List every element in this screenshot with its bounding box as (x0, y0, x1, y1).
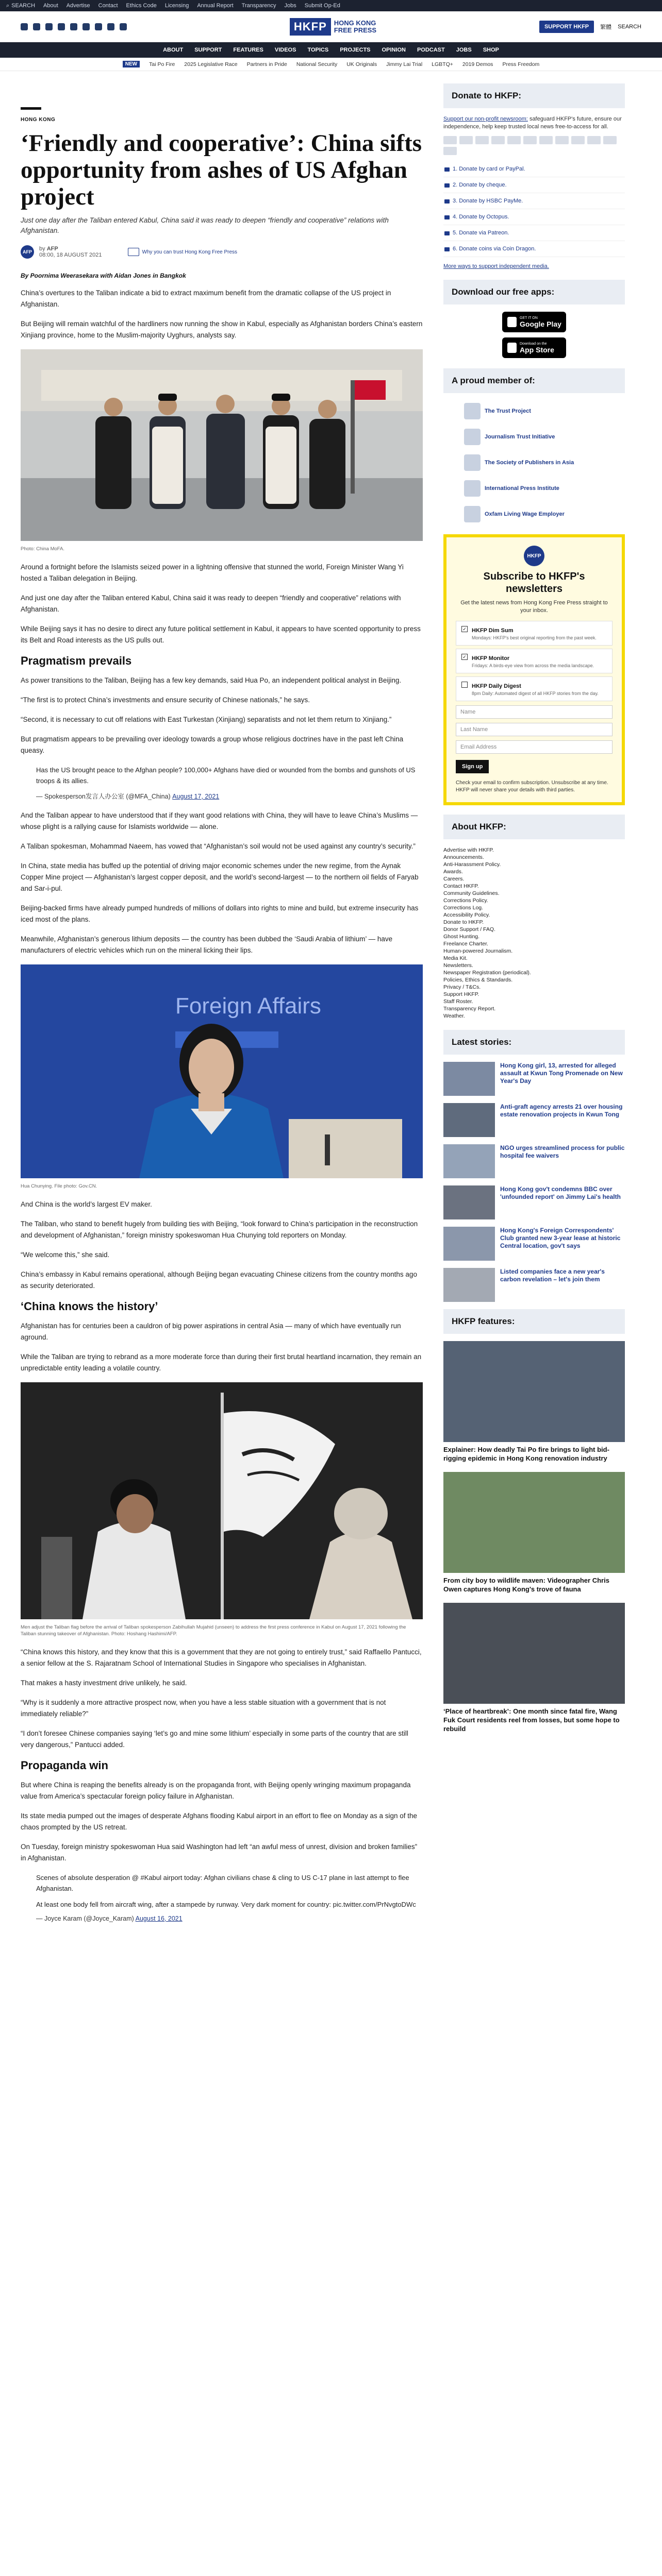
byline (21, 245, 423, 259)
story-thumbnail[interactable] (443, 1062, 495, 1096)
sopa-logo (464, 454, 481, 471)
paragraph: “I don’t foresee Chinese companies saying ‘let’s go and mine some lithium’ especially in some parts of the country that are still very dangerous,” Pantucci added. (21, 1730, 408, 1749)
member-trust-project[interactable]: The Trust Project (464, 400, 625, 422)
trending-link[interactable]: LGBTQ+ (432, 61, 453, 67)
masthead-actions (539, 21, 641, 33)
checkbox[interactable]: ✓ (461, 626, 468, 632)
top-link-about[interactable]: About (43, 3, 58, 9)
paragraph: “Second, it is necessary to cut off relations with East Turkestan (Xinjiang) separatists and not let them return to Xinjiang.” (21, 716, 392, 723)
story-title[interactable]: Hong Kong gov't condemns BBC over 'unfounded report' on Jimmy Lai's health (500, 1185, 621, 1200)
card-icon (523, 136, 537, 144)
paragraph: But Beijing will remain watchful of the hardliners now running the show in Kabul, especially as Afghanistan borders China’s eastern Xinjiang province, home to the Muslim-majority Uyghurs, analysts say. (21, 320, 423, 339)
article-category[interactable]: HONG KONG (21, 117, 56, 123)
name-field[interactable]: Name (456, 705, 613, 719)
latest-stories (443, 1062, 625, 1302)
youtube-icon[interactable] (82, 23, 90, 30)
donate-options (443, 161, 625, 257)
member-oxfam[interactable]: Oxfam Living Wage Employer (464, 503, 625, 525)
about-link[interactable]: Ghost Hunting. (443, 934, 480, 940)
latest-heading: Latest stories: (443, 1030, 625, 1055)
card-icon (539, 136, 553, 144)
newsletter-logo: HKFP (524, 546, 544, 566)
app-store-button[interactable]: Download on the App Store (502, 337, 566, 358)
trust-icon (128, 248, 139, 256)
facebook-icon[interactable] (21, 23, 28, 30)
feature-story[interactable] (443, 1472, 625, 1594)
google-play-icon (507, 317, 517, 327)
feature-title[interactable]: ‘Place of heartbreak’: One month since fatal fire, Wang Fuk Court residents reel from losses, but some hope to rebuild (443, 1707, 620, 1733)
newsletter-option[interactable]: ✓ HKFP Dim Sum Mondays: HKFP's best original reporting from the past week. (456, 621, 613, 646)
paragraph: As power transitions to the Taliban, Beijing has a few key demands, said Hua Po, an independent political analyst in Beijing. (21, 676, 402, 684)
top-link-annual-report[interactable]: Annual Report (197, 3, 234, 9)
top-link-submit[interactable]: Submit Op-Ed (304, 3, 340, 9)
features-heading: HKFP features: (443, 1309, 625, 1334)
checkbox[interactable] (461, 682, 468, 688)
about-link[interactable]: Donate to HKFP. (443, 919, 484, 925)
feature-thumbnail[interactable] (443, 1341, 625, 1442)
story-title[interactable]: Anti-graft agency arrests 21 over housing estate renovation projects in Kwun Tong (500, 1103, 623, 1118)
newsletter-subtitle: Get the latest news from Hong Kong Free Press straight to your inbox. (460, 600, 608, 614)
new-badge: NEW (123, 61, 140, 67)
section-heading: ‘China knows the history’ (21, 1300, 158, 1313)
apple-icon (507, 343, 517, 353)
oxfam-logo (464, 506, 481, 522)
paragraph: “China knows this history, and they know that this is a government that they are not going to entirely trust,” said Raffaello Pantucci, a senior fellow at the S. Rajaratnam School of International Studies in Singapore who specialises in Afghanistan. (21, 1648, 422, 1667)
nav-shop[interactable]: SHOP (483, 47, 499, 53)
about-link[interactable]: Privacy / T&Cs. (443, 984, 481, 990)
donate-option[interactable]: 6. Donate coins via Coin Dragon. (443, 241, 625, 257)
paragraph: “Why is it suddenly a more attractive prospect now, when you have a less stable situation with a government that is not immediately reliable?” (21, 1699, 386, 1718)
threads-icon[interactable] (58, 23, 65, 30)
page-body (0, 71, 662, 1931)
masthead (0, 11, 662, 42)
about-link[interactable]: Support HKFP. (443, 991, 479, 997)
card-icon (587, 136, 601, 144)
nav-about[interactable]: ABOUT (163, 47, 184, 53)
story-thumbnail[interactable] (443, 1185, 495, 1219)
card-icon (571, 136, 585, 144)
payment-icons (443, 136, 625, 155)
paragraph: While the Taliban are trying to rebrand as a more moderate force than during their first brutal heartland incarnation, they remain an unpredictable entity leading a volatile country. (21, 1353, 422, 1372)
donate-option[interactable]: 4. Donate by Octopus. (443, 209, 625, 225)
article-body (21, 287, 423, 1922)
masthead-search[interactable]: SEARCH (618, 23, 641, 30)
about-link[interactable]: Policies, Ethics & Standards. (443, 977, 513, 983)
top-search[interactable]: ⌕ SEARCH (6, 2, 36, 9)
feature-title[interactable]: From city boy to wildlife maven: Videographer Chris Owen captures Hong Kong's trove of fauna (443, 1577, 609, 1593)
about-link[interactable]: Accessibility Policy. (443, 912, 490, 918)
standfirst: Just one day after the Taliban entered Kabul, China said it was ready to deepen “friendly and cooperative” relations with Afghanistan. (21, 216, 389, 234)
social-links (21, 23, 127, 30)
nav-projects[interactable]: PROJECTS (340, 47, 371, 53)
nav-podcast[interactable]: PODCAST (417, 47, 445, 53)
paragraph: China’s embassy in Kabul remains operational, although Beijing began evacuating Chinese citizens from the country months ago as security deteriorated. (21, 1270, 417, 1290)
google-play-button[interactable]: GET IT ON Google Play (502, 312, 566, 332)
support-hkfp-button[interactable]: SUPPORT HKFP (539, 21, 594, 33)
card-icon (443, 136, 457, 144)
paragraph: And China is the world’s largest EV maker. (21, 1200, 152, 1208)
paragraph: That makes a hasty investment drive unlikely, he said. (21, 1679, 187, 1687)
feature-thumbnail[interactable] (443, 1603, 625, 1704)
logo-mark: HKFP (290, 18, 331, 36)
about-link[interactable]: Transparency Report. (443, 1006, 496, 1012)
latest-story[interactable] (443, 1144, 625, 1178)
newsletter-option[interactable]: ✓ HKFP Monitor Fridays: A birds-eye view from across the media landscape. (456, 649, 613, 673)
newsletter-note: Check your email to confirm subscription. Unsubscribe at any time. HKFP will never share your details with third parties. (456, 780, 608, 793)
paragraph: But where China is reaping the benefits already is on the propaganda front, with Beijing openly wringing maximum propaganda value from America’s spectacular foreign policy failure in Afghanistan. (21, 1781, 411, 1800)
feature-story[interactable] (443, 1603, 625, 1733)
svg-text:Foreign Affairs: Foreign Affairs (175, 993, 321, 1019)
paragraph: But pragmatism appears to be prevailing over ideology towards a group whose religious doctrines have in the past left China queasy. (21, 735, 404, 754)
nav-support[interactable]: SUPPORT (194, 47, 222, 53)
paragraph: The Taliban, who stand to benefit hugely from building ties with Beijing, “look forward to China’s participation in the reconstruction and development of Afghanistan,” foreign ministry spokeswoman Hua Chunying told reporters on Monday. (21, 1220, 418, 1239)
sidebar (443, 71, 625, 1931)
about-heading: About HKFP: (443, 815, 625, 839)
story-thumbnail[interactable] (443, 1268, 495, 1302)
newsletter-title: Subscribe to HKFP's newsletters (483, 571, 585, 595)
publish-date: 08:00, 18 AUGUST 2021 (39, 252, 102, 258)
section-heading: Propaganda win (21, 1759, 108, 1772)
author-avatar[interactable]: AFP (21, 245, 34, 259)
top-link-transparency[interactable]: Transparency (241, 3, 276, 9)
about-link[interactable]: Weather. (443, 1013, 465, 1019)
nav-jobs[interactable]: JOBS (456, 47, 472, 53)
top-link-licensing[interactable]: Licensing (164, 3, 189, 9)
main-nav (0, 42, 662, 58)
trending-link[interactable]: Tai Po Fire (149, 61, 175, 67)
nav-opinion[interactable]: OPINION (382, 47, 406, 53)
paragraph: And just one day after the Taliban entered Kabul, China said it was ready to deepen “friendly and cooperative” relations with Afghanistan. (21, 594, 401, 613)
card-icon (555, 136, 569, 144)
story-title[interactable]: Hong Kong's Foreign Correspondents' Club granted new 3-year lease at historic Central location, gov't says (500, 1227, 621, 1249)
paragraph: Around a fortnight before the Islamists seized power in a lightning offensive that stunned the world, Foreign Minister Wang Yi hosted a Taliban delegation in Beijing. (21, 563, 404, 582)
paragraph: Meanwhile, Afghanistan’s generous lithium deposits — the country has been dubbed the ‘Saudi Arabia of lithium’ — have manufacturers of electric vehicles which run on the mineral licking their lips. (21, 935, 393, 954)
trending-link[interactable]: 2025 Legislative Race (184, 61, 238, 67)
about-links (443, 846, 625, 1020)
donate-option[interactable]: 3. Donate by HSBC PayMe. (443, 193, 625, 209)
trending-link[interactable]: Jimmy Lai Trial (386, 61, 423, 67)
linkedin-icon[interactable] (95, 23, 102, 30)
byline-agency[interactable]: AFP (46, 246, 58, 252)
trending-link[interactable]: UK Originals (346, 61, 377, 67)
apps-heading: Download our free apps: (443, 280, 625, 304)
story-thumbnail[interactable] (443, 1103, 495, 1137)
latest-story[interactable] (443, 1185, 625, 1219)
latest-story[interactable] (443, 1268, 625, 1302)
about-link[interactable]: Human-powered Journalism. (443, 948, 513, 954)
trending-link[interactable]: Partners in Pride (246, 61, 287, 67)
authors-line: By Poornima Weerasekara with Aidan Jones in Bangkok (21, 272, 186, 279)
embedded-tweet (30, 1872, 423, 1922)
top-link-contact[interactable]: Contact (98, 3, 118, 9)
card-icon (603, 136, 617, 144)
instagram-icon[interactable] (45, 23, 53, 30)
donate-option[interactable]: 1. Donate by card or PayPal. (443, 161, 625, 177)
card-icon (507, 136, 521, 144)
tweet-date-link[interactable]: August 16, 2021 (135, 1915, 183, 1922)
more-ways-link[interactable]: More ways to support independent media. (443, 263, 549, 269)
paragraph: China’s overtures to the Taliban indicate a bid to extract maximum benefit from the dramatic collapse of the US project in Afghanistan. (21, 289, 391, 308)
top-link-advertise[interactable]: Advertise (66, 3, 90, 9)
card-icon (475, 136, 489, 144)
story-title[interactable]: Hong Kong girl, 13, arrested for alleged assault at Kwun Tong Promenade on New Year's Day (500, 1062, 623, 1084)
about-link[interactable]: Careers. (443, 876, 465, 882)
section-heading: Pragmatism prevails (21, 654, 132, 667)
member-ipi[interactable]: International Press Institute (464, 478, 625, 499)
about-link[interactable]: Awards. (443, 869, 463, 875)
site-logo[interactable] (290, 18, 376, 36)
paragraph: Its state media pumped out the images of desperate Afghans flooding Kabul airport in an effort to flee on Monday as a sign of the chaos prompted by the US retreat. (21, 1812, 417, 1831)
tweet-text: At least one body fell from aircraft wing, after a stampede by runway. Very dark moment for country: pic.twitter.com/PrNvgtoDWc (36, 1901, 416, 1908)
member-sopa[interactable]: The Society of Publishers in Asia (464, 452, 625, 473)
checkbox[interactable]: ✓ (461, 654, 468, 660)
top-link-ethics[interactable]: Ethics Code (126, 3, 157, 9)
about-link[interactable]: Contact HKFP. (443, 883, 479, 889)
nav-topics[interactable]: TOPICS (307, 47, 329, 53)
tweet-cite: — Joyce Karam (@Joyce_Karam) August 16, 2021 (36, 1915, 183, 1922)
donate-option[interactable]: 2. Donate by cheque. (443, 177, 625, 193)
story-thumbnail[interactable] (443, 1144, 495, 1178)
nav-videos[interactable]: VIDEOS (274, 47, 296, 53)
article (21, 71, 423, 1931)
paragraph: “The first is to protect China’s investments and ensure security of Chinese nationals,” he says. (21, 696, 310, 704)
trending-link[interactable]: National Security (296, 61, 338, 67)
signup-button[interactable]: Sign up (456, 760, 489, 773)
paragraph: Beijing-backed firms have already pumped hundreds of millions of dollars into rights to mine and build, but extreme insecurity has iced most of the plans. (21, 904, 419, 923)
email-field[interactable]: Email Address (456, 740, 613, 754)
top-utility-bar (0, 0, 662, 11)
member-jti[interactable]: Journalism Trust Initiative (464, 426, 625, 448)
email-icon[interactable] (107, 23, 114, 30)
latest-story[interactable] (443, 1103, 625, 1137)
rss-icon[interactable] (120, 23, 127, 30)
category-rule (21, 107, 41, 110)
member-heading: A proud member of: (443, 368, 625, 393)
about-link[interactable]: Community Guidelines. (443, 890, 500, 896)
feature-thumbnail[interactable] (443, 1472, 625, 1573)
paragraph: Afghanistan has for centuries been a cauldron of big power aspirations in central Asia — many of which have eventually run aground. (21, 1322, 401, 1341)
trust-link[interactable]: Why you can trust Hong Kong Free Press (128, 248, 238, 256)
photo-caption: Hua Chunying. File photo: Gov.CN. (21, 1183, 97, 1189)
x-icon[interactable] (33, 23, 40, 30)
last-name-field[interactable]: Last Name (456, 723, 613, 736)
tweet-text: Has the US brought peace to the Afghan people? 100,000+ Afghans have died or wounded from the bombs and gunshots of US troops & its allies. (36, 766, 416, 785)
about-link[interactable]: Corrections Log. (443, 905, 484, 911)
story-thumbnail[interactable] (443, 1227, 495, 1261)
card-icon (459, 136, 473, 144)
trust-project-logo (464, 403, 481, 419)
paragraph: In China, state media has buffed up the potential of driving major economic schemes under the new regime, from the Aynak Copper Mine project — Afghanistan’s largest copper deposit, and the world’s second-largest — to the northern oil fields of Faryab and Sar-i-pul. (21, 862, 419, 892)
logo-name: HONG KONG FREE PRESS (334, 19, 377, 34)
paragraph: On Tuesday, foreign ministry spokeswoman Hua said Washington had left “an awful mess of unrest, division and broken families” in Afghanistan. (21, 1843, 418, 1862)
about-link[interactable]: Staff Roster. (443, 998, 473, 1005)
about-link[interactable]: Advertise with HKFP. (443, 847, 494, 853)
jti-logo (464, 429, 481, 445)
feature-stories (443, 1341, 625, 1733)
card-icon (443, 147, 457, 155)
about-link[interactable]: Media Kit. (443, 955, 468, 961)
story-title[interactable]: Listed companies face a new year's carbon revelation – let's join them (500, 1268, 605, 1283)
nav-features[interactable]: FEATURES (233, 47, 263, 53)
about-link[interactable]: Freelance Charter. (443, 941, 488, 947)
byline-meta: by AFP 08:00, 18 AUGUST 2021 (39, 246, 102, 258)
about-link[interactable]: Corrections Policy. (443, 897, 488, 904)
donate-heading: Donate to HKFP: (443, 83, 625, 108)
feature-story[interactable] (443, 1341, 625, 1463)
embedded-tweet (30, 765, 423, 801)
language-toggle[interactable]: 繁體 (600, 24, 612, 30)
telegram-icon[interactable] (70, 23, 77, 30)
newsletter-box (443, 534, 625, 805)
ipi-logo (464, 480, 481, 497)
about-link[interactable]: Newspaper Registration (periodical). (443, 970, 531, 976)
paragraph: A Taliban spokesman, Mohammad Naeem, has vowed that “Afghanistan’s soil would not be used against any country’s security.” (21, 842, 416, 850)
top-link-jobs[interactable]: Jobs (284, 3, 296, 9)
photo-caption: Men adjust the Taliban flag before the arrival of Taliban spokesperson Zabihullah Mujahid (unseen) to address the first press conference in Kabul on August 17, 2021 following the Taliban stunning takeover of Afghanistan. Photo: Hoshang Hashimi/AFP. (21, 1624, 406, 1637)
paragraph: “We welcome this,” she said. (21, 1251, 110, 1259)
tweet-date-link[interactable]: August 17, 2021 (172, 793, 220, 800)
card-icon (491, 136, 505, 144)
photo-caption: Photo: China MoFA. (21, 546, 65, 552)
about-link[interactable]: Newsletters. (443, 962, 473, 969)
latest-story[interactable] (443, 1227, 625, 1261)
about-link[interactable]: Donor Support / FAQ. (443, 926, 495, 933)
tweet-cite: — Spokesperson发言人办公室 (@MFA_China) August 17, 2021 (36, 793, 220, 800)
donate-option[interactable]: 5. Donate via Patreon. (443, 225, 625, 241)
feature-title[interactable]: Explainer: How deadly Tai Po fire brings to light bid-rigging epidemic in Hong Kong renovation industry (443, 1446, 609, 1462)
tweet-text: Scenes of absolute desperation @ #Kabul airport today: Afghan civilians chase & cling to US C-17 plane in last attempt to flee Afghanistan. (36, 1874, 409, 1892)
paragraph: And the Taliban appear to have understood that if they want good relations with China, they will have to leave China’s Muslims — whose plight is a rallying cause for Islamists worldwide — alone. (21, 811, 418, 831)
search-icon: ⌕ (6, 2, 10, 9)
article-photo-hua-chunying (21, 964, 423, 1178)
article-title: ‘Friendly and cooperative’: China sifts opportunity from ashes of US Afghan project (21, 130, 422, 210)
trending-link[interactable]: Press Freedom (502, 61, 540, 67)
paragraph: While Beijing says it has no desire to direct any future political settlement in Kabul, it appears to have scented opportunity to press its Belt and Road interests as the US pulls out. (21, 625, 421, 644)
donate-text: Support our non-profit newsroom: safeguard HKFP's future, ensure our independence, help keep trusted local news free-to-access for all. (443, 116, 622, 130)
story-title[interactable]: NGO urges streamlined process for public hospital fee waivers (500, 1144, 625, 1159)
donate-link[interactable]: Support our non-profit newsroom: (443, 116, 528, 122)
about-link[interactable]: Announcements. (443, 854, 484, 860)
trending-nav (0, 58, 662, 71)
latest-story[interactable] (443, 1062, 625, 1096)
newsletter-option[interactable]: HKFP Daily Digest 8pm Daily: Automated digest of all HKFP stories from the day. (456, 676, 613, 701)
article-photo-taliban-flag (21, 1382, 423, 1619)
article-photo-wang-yi (21, 349, 423, 541)
trending-link[interactable]: 2019 Demos (462, 61, 493, 67)
about-link[interactable]: Anti-Harassment Policy. (443, 861, 501, 868)
